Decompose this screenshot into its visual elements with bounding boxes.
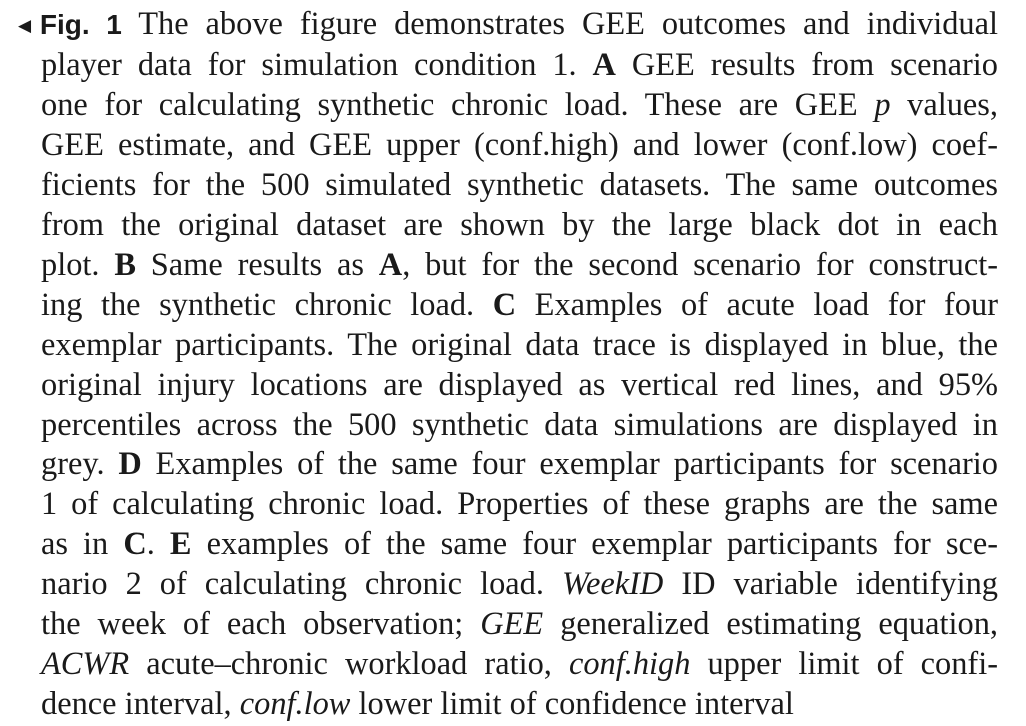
caption-segment: 1 of calculating chronic load. Properties of these graphs are the same [41,486,998,523]
caption-line-9 [18,326,998,366]
caption-segment: acute–chronic workload ratio, [129,646,569,683]
panel-letter: C [123,526,147,563]
caption-segment: from the original dataset are shown by the large black dot in each [41,206,998,243]
figure-caption [18,5,998,725]
panel-letter: B [114,246,136,283]
caption-segment: original injury locations are displayed as vertical red lines, and 95% [41,366,998,403]
italic-term: conf.high [568,646,691,683]
caption-segment: . [146,526,170,563]
caption-line-6 [18,206,998,246]
italic-term: GEE [480,606,544,643]
caption-line-1 [18,5,998,46]
figure-label: Fig. 1 [39,9,122,40]
caption-segment: one for calculating synthetic chronic load. These are GEE [41,86,875,123]
caption-segment: ID variable identifying [663,566,998,603]
italic-term: WeekID [561,566,664,603]
caption-line-8 [18,286,998,326]
caption-segment: generalized estimating equation, [543,606,998,643]
caption-segment: GEE estimate, and GEE upper (conf.high) and lower (conf.low) coef- [41,126,998,163]
caption-segment: the week of each observation; [41,606,481,643]
italic-term: conf.low [239,686,351,723]
caption-line-11 [18,406,998,446]
caption-segment: Examples of acute load for four [516,286,998,323]
caption-segment: dence interval, [41,686,240,723]
caption-segment: ing the synthetic chronic load. [41,286,493,323]
caption-line-14 [18,525,998,565]
caption-segment: as in [41,526,124,563]
caption-segment: Same results as [135,246,379,283]
caption-segment: upper limit of confi- [690,646,999,683]
caption-line-7 [18,246,998,286]
caption-segment: lower limit of confidence interval [350,686,794,723]
caption-line-3 [18,86,998,126]
caption-segment: percentiles across the 500 synthetic data simulations are displayed in [41,406,998,443]
caption-line-13 [18,485,998,525]
caption-segment: plot. [41,246,115,283]
caption-segment: , but for the second scenario for construct- [402,246,998,283]
italic-term: p [874,86,891,123]
caption-line-17 [18,645,998,685]
caption-line-2 [18,46,998,86]
panel-letter: A [378,246,403,283]
caption-segment: values, [890,86,998,123]
caption-segment: The above figure demonstrates GEE outcomes and individual [138,6,998,42]
caption-line-4 [18,126,998,166]
panel-letter: C [492,286,517,323]
italic-term: ACWR [41,646,130,683]
back-arrow-icon[interactable]: ◀ [18,16,40,35]
caption-line-10 [18,366,998,406]
caption-line-12 [18,445,998,485]
caption-line-18 [18,685,998,725]
caption-segment: grey. [41,446,119,483]
panel-letter: A [592,46,616,83]
panel-letter: D [118,446,142,483]
caption-segment: Examples of the same four exemplar participants for scenario [141,446,998,483]
caption-segment: nario 2 of calculating chronic load. [41,566,562,603]
panel-letter: E [169,526,192,563]
caption-line-5 [18,166,998,206]
caption-line-15 [18,565,998,605]
caption-line-16 [18,605,998,645]
caption-segment: player data for simulation condition 1. [41,46,593,83]
caption-segment: ficients for the 500 simulated synthetic datasets. The same outcomes [41,166,998,203]
caption-segment: examples of the same four exemplar participants for sce- [191,526,998,563]
caption-segment: GEE results from scenario [615,46,998,83]
caption-segment: exemplar participants. The original data trace is displayed in blue, the [41,326,998,363]
